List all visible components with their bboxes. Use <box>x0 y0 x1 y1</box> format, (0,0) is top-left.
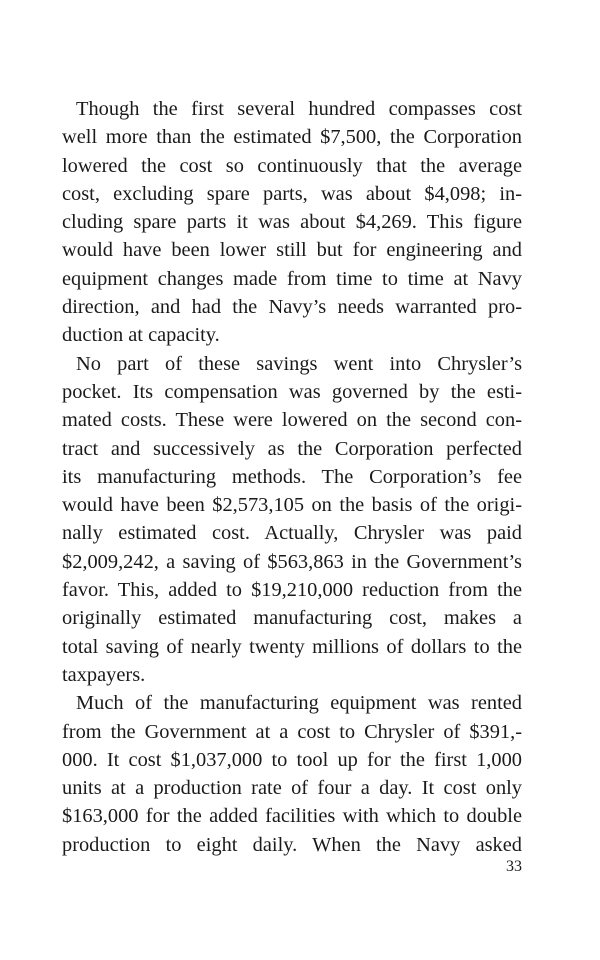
text-line: units at a production rate of four a day. It cost only <box>62 777 522 800</box>
text-line: well more than the estimated $7,500, the Corporation <box>62 126 522 149</box>
body-text <box>62 95 522 859</box>
text-line: tract and successively as the Corporation perfected <box>62 437 522 460</box>
text-line: Much of the manufacturing equipment was rented <box>76 692 522 715</box>
paragraph-2 <box>62 350 522 690</box>
text-line: No part of these savings went into Chrysler’s <box>76 352 522 375</box>
text-line: duction at capacity. <box>62 324 220 347</box>
text-line: direction, and had the Navy’s needs warranted pro- <box>62 296 522 319</box>
paragraph-3 <box>62 689 522 859</box>
text-line: cluding spare parts it was about $4,269. This figure <box>62 211 522 234</box>
text-line: its manufacturing methods. The Corporation’s fee <box>62 465 522 488</box>
paragraph-1 <box>62 95 522 350</box>
text-line: nally estimated cost. Actually, Chrysler was paid <box>62 522 522 545</box>
text-line: $163,000 for the added facilities with which to double <box>62 805 522 828</box>
text-line: originally estimated manufacturing cost, makes a <box>62 607 522 630</box>
text-line: mated costs. These were lowered on the second con- <box>62 409 522 432</box>
text-line: cost, excluding spare parts, was about $4,098; in- <box>62 182 522 205</box>
text-line: Though the first several hundred compasses cost <box>76 98 522 120</box>
text-line: lowered the cost so continuously that the average <box>62 154 522 177</box>
page-number: 33 <box>506 858 522 875</box>
text-line: would have been lower still but for engineering and <box>62 239 522 262</box>
text-line: taxpayers. <box>62 663 146 686</box>
text-line: from the Government at a cost to Chrysler of $391,- <box>62 720 522 743</box>
text-line: would have been $2,573,105 on the basis of the origi- <box>62 494 522 517</box>
text-line: favor. This, added to $19,210,000 reduction from the <box>62 579 522 602</box>
text-line: equipment changes made from time to time at Navy <box>62 267 522 290</box>
text-line: $2,009,242, a saving of $563,863 in the Government’s <box>62 550 522 573</box>
text-line: pocket. Its compensation was governed by the esti- <box>62 380 522 403</box>
text-line: total saving of nearly twenty millions of dollars to the <box>62 635 522 658</box>
text-line: 000. It cost $1,037,000 to tool up for the first 1,000 <box>62 748 522 771</box>
text-line: production to eight daily. When the Navy asked <box>62 833 522 856</box>
